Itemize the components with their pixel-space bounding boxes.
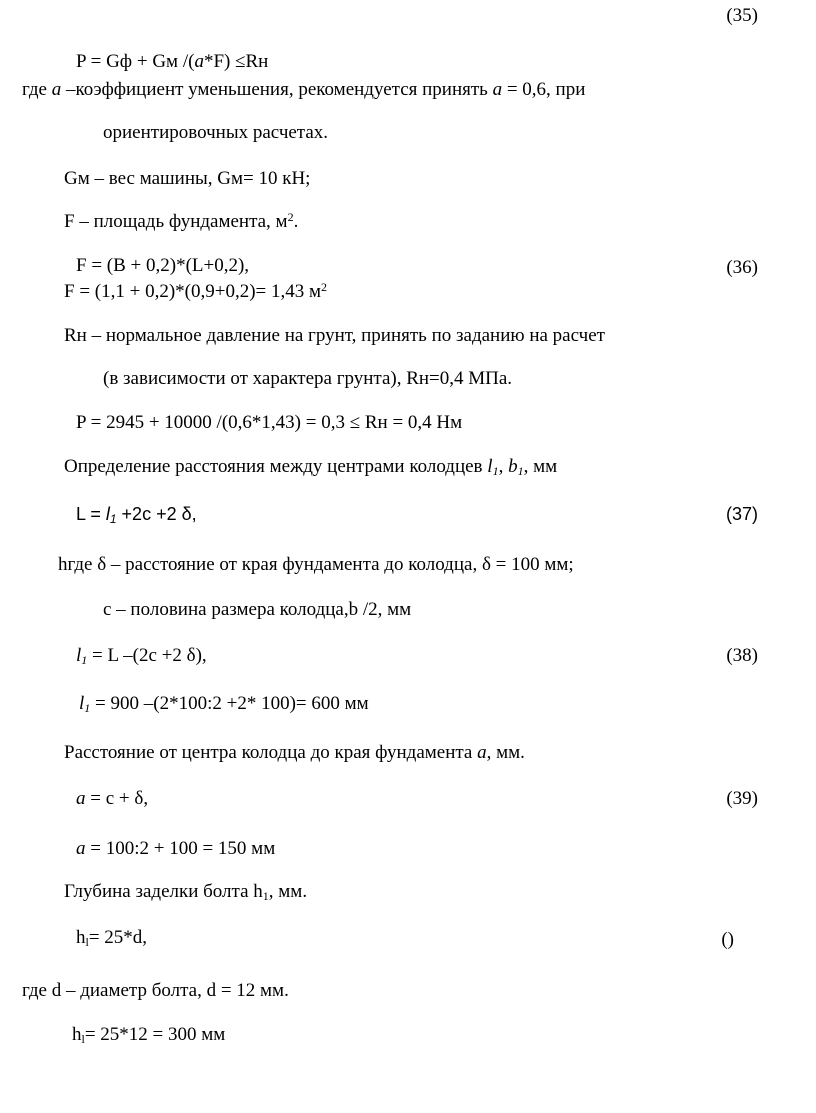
calc-f: F = (1,1 + 0,2)*(0,9+0,2)= 1,43 $м^2$ [64, 280, 328, 302]
calc-l1: $l_1 = 900$ –(2*100:2 +2* 100)= 600 мм [79, 693, 369, 715]
formula-a: a = c + δ, [76, 788, 149, 809]
text-c-def: c – половина размера колодца,b /2, мм [103, 599, 412, 620]
formula-h: $h_l= 25*d$, [76, 927, 148, 949]
text-where-a: где a –коэффициент уменьшения, рекомендуется принять a = 0,6, при [22, 79, 586, 100]
calc-h: $h_l= 25*12 = 300$ мм [72, 1024, 226, 1046]
calc-p: P = 2945 + 10000 /(0,6*1,43) = 0,3 ≤ Rн = 0,4 Нм [76, 412, 463, 433]
equation-number-36: (36) [726, 257, 758, 278]
equation-number-39: (39) [726, 788, 758, 809]
text-gm: Gм – вес машины, Gм= 10 кН; [64, 168, 311, 189]
text-orient: ориентировочных расчетах. [103, 122, 329, 143]
formula-f: F = (B + 0,2)*(L+0,2), [76, 255, 250, 276]
text-d-def: где d – диаметр болта, d = 12 мм. [22, 980, 289, 1001]
text-dist-title: Определение расстояния между центрами колодцев $l_1$, $b_1$, мм [64, 456, 558, 478]
text-h-title: Глубина заделки болта $h_1$, мм. [64, 881, 308, 903]
text-f-def: F – площадь фундамента, $м^2$. [64, 210, 299, 232]
formula-l: $L = l_1 +2c +2$ δ, [76, 504, 197, 526]
equation-number-37: (37) [725, 504, 758, 524]
formula-p: P = Gф + Gм /(a*F) ≤Rн [76, 51, 269, 72]
text-rn-def-2: (в зависимости от характера грунта), Rн=0,4 МПа. [103, 368, 513, 389]
text-a-title: Расстояние от центра колодца до края фундамента a, мм. [64, 742, 525, 763]
formula-l1: $l_1 = L$ –(2c +2 δ), [76, 645, 207, 667]
text-rn-def: Rн – нормальное давление на грунт, принять по заданию на расчет [64, 325, 605, 346]
equation-number-38: (38) [726, 645, 758, 666]
equation-number-empty: () [721, 929, 734, 950]
calc-a: a = 100:2 + 100 = 150 мм [76, 838, 276, 859]
equation-number-35: (35) [726, 5, 758, 26]
text-delta-def: hгде δ – расстояние от края фундамента до колодца, δ = 100 мм; [58, 554, 574, 575]
